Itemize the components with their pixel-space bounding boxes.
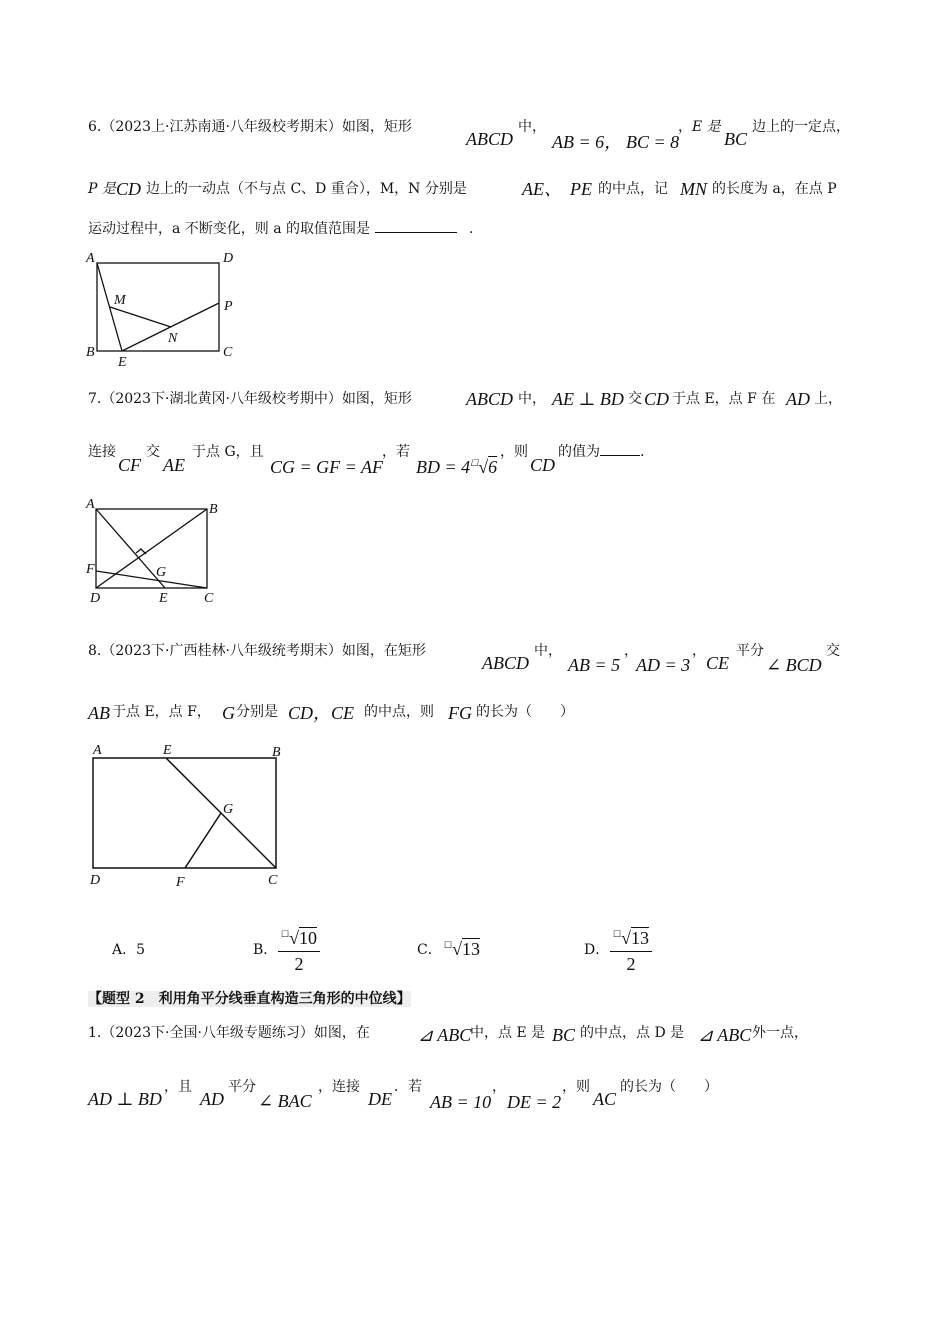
q7-connect: 连接 xyxy=(88,444,116,460)
q7-ae: AE xyxy=(163,455,185,475)
p1-bc: BC xyxy=(552,1025,576,1045)
q6-label-e: E xyxy=(118,355,127,370)
q7-number: 7. xyxy=(88,391,102,407)
q8-l2-end: 的长为（ ） xyxy=(476,704,574,720)
q6-line2-p xyxy=(88,182,116,196)
q7-cf: CF xyxy=(118,455,142,475)
q8-option-d-num: ☐√13 xyxy=(613,928,649,948)
q8-option-b-num: ☐√10 xyxy=(281,928,317,948)
q8-label-a: A xyxy=(93,743,102,758)
q8-option-d-den: 2 xyxy=(626,954,636,974)
q6-p-is: P 是 xyxy=(88,181,116,197)
q8-comma1: ， xyxy=(624,643,638,659)
q6-line3 xyxy=(88,222,473,236)
q6-answer-blank[interactable] xyxy=(375,232,457,233)
p1-t4: 外一点， xyxy=(752,1025,808,1041)
q7-bd-eq: BD = 4☐√6 xyxy=(416,457,498,477)
q8-option-c-label[interactable]: C． xyxy=(417,942,442,958)
q7-label-b: B xyxy=(209,502,218,517)
p1-source: （2023下·全国·八年级专题练习） xyxy=(101,1025,314,1041)
q6-line-mn xyxy=(110,307,171,327)
q6-label-c: C xyxy=(223,345,233,360)
q8-ce: CE xyxy=(706,653,730,673)
q6-abcd: ABCD xyxy=(466,129,513,149)
q7-sqrt6: 6 xyxy=(488,457,498,477)
q6-line1 xyxy=(88,120,412,134)
p1-pingfen: 平分 xyxy=(228,1079,256,1095)
q8-label-f: F xyxy=(176,875,185,890)
q6-line3-text: 运动过程中，a 不断变化，则 a 的取值范围是 xyxy=(88,221,371,237)
p1-angle: ∠ BAC xyxy=(258,1091,312,1111)
q8-cd-ce: CD，CE xyxy=(288,703,355,723)
q7-jiao: 交 xyxy=(628,391,642,407)
q6-bc-eq: BC = 8 xyxy=(626,132,680,152)
q6-zhong: 中， xyxy=(518,119,546,135)
q7-end-text: 的值为 xyxy=(558,444,600,460)
q8-label-b: B xyxy=(272,745,281,760)
q7-ae-bd: AE ⊥ BD xyxy=(552,389,624,409)
p1-ad-bd: AD ⊥ BD xyxy=(88,1089,162,1109)
q6-comma: ， xyxy=(678,119,692,135)
q6-label-b: B xyxy=(86,345,95,360)
q6-ab-eq: AB = 6， xyxy=(552,132,623,152)
q6-line2-end: 的长度为 a，在点 P xyxy=(712,181,837,197)
q6-label-n: N xyxy=(168,331,178,346)
p1-end: 的长为（ ） xyxy=(620,1079,718,1095)
q6-label-m: M xyxy=(114,293,126,308)
q7-abcd: ABCD xyxy=(466,389,513,409)
q8-label-e: E xyxy=(163,743,172,758)
q7-label-c: C xyxy=(204,591,214,606)
q6-pe: PE xyxy=(570,179,592,199)
q8-fg: FG xyxy=(448,703,472,723)
p1-ze: ，则 xyxy=(562,1079,590,1095)
q8-g: G xyxy=(222,703,235,723)
q7-line-fc xyxy=(96,571,207,588)
q6-ae: AE、 xyxy=(522,179,562,199)
q8-option-d-label[interactable]: D． xyxy=(584,942,610,958)
q8-ab: AB xyxy=(88,703,110,723)
q7-cd: CD xyxy=(644,389,670,409)
q8-angle: ∠ BCD xyxy=(766,655,822,675)
q7-l2-jiao: 交 xyxy=(146,444,160,460)
section-title: 【题型 2 利用角平分线垂直构造三角形的中位线】 xyxy=(88,991,411,1007)
q7-source: （2023下·湖北黄冈·八年级校考期中） xyxy=(101,391,342,407)
q7-cd2: CD xyxy=(530,455,556,475)
q8-c-num-text: 13 xyxy=(461,939,480,959)
q8-abcd: ABCD xyxy=(482,653,529,673)
q7-yu-e: 于点 E，点 F 在 xyxy=(672,391,776,407)
q8-text: 如图，在矩形 xyxy=(341,643,426,659)
q6-label-a: A xyxy=(86,251,95,266)
q8-jiao: 交 xyxy=(826,643,840,659)
p1-number: 1. xyxy=(88,1025,102,1041)
q8-ad-eq: AD = 3 xyxy=(636,655,691,675)
q8-zhong: 中， xyxy=(534,643,562,659)
p1-ruo: ．若 xyxy=(394,1079,422,1095)
p1-text: 如图，在 xyxy=(313,1025,370,1041)
q8-option-a[interactable]: A．5 xyxy=(112,942,146,958)
p1-tri1: ⊿ ABC xyxy=(418,1025,472,1045)
q7-label-a: A xyxy=(86,497,95,512)
p1-ad: AD xyxy=(200,1089,224,1109)
q7-ruo: ，若 xyxy=(382,444,410,460)
q6-e-is: E 是 xyxy=(692,119,721,135)
q6-edge-point: 边上的一定点， xyxy=(752,119,850,135)
q6-figure xyxy=(82,248,252,370)
q6-label-d: D xyxy=(223,251,234,266)
q6-mid-note: 的中点，记 xyxy=(598,181,668,197)
q6-text: 如图，矩形 xyxy=(341,119,412,135)
q8-option-b-den: 2 xyxy=(294,954,304,974)
q7-cg-eq: CG = GF = AF xyxy=(270,457,383,477)
q7-ad: AD xyxy=(786,389,810,409)
q7-label-f: F xyxy=(86,562,95,577)
q8-label-c: C xyxy=(268,873,278,888)
q6-bc: BC xyxy=(724,129,748,149)
q7-label-d: D xyxy=(90,591,101,606)
q8-label-g: G xyxy=(223,802,234,817)
q6-number: 6. xyxy=(88,119,102,135)
q8-option-b-label[interactable]: B． xyxy=(253,942,278,958)
q8-pingfen: 平分 xyxy=(736,643,764,659)
p1-ac: AC xyxy=(593,1089,617,1109)
q7-label-e: E xyxy=(159,591,168,606)
q8-l2-a: 于点 E，点 F， xyxy=(112,704,211,720)
p1-tri2: ⊿ ABC xyxy=(698,1025,752,1045)
p1-comma: ， xyxy=(492,1079,506,1095)
section-heading xyxy=(88,992,411,1006)
q7-end: 的值为 . xyxy=(558,444,645,460)
p1-line1 xyxy=(88,1026,370,1040)
q8-option-b-value[interactable] xyxy=(278,928,320,975)
p1-t2: 中，点 E 是 xyxy=(470,1025,546,1041)
q8-rect xyxy=(93,758,276,868)
q7-text: 如图，矩形 xyxy=(341,391,412,407)
q8-figure xyxy=(82,738,292,890)
q8-label-d: D xyxy=(90,873,101,888)
q6-line2-rest: 边上的一动点（不与点 C、D 重合），M，N 分别是 xyxy=(146,181,467,197)
q7-line-db xyxy=(96,509,207,588)
q7-bd-text: BD = 4 xyxy=(416,457,471,477)
q6-line3-end: . xyxy=(468,221,474,237)
q7-answer-blank[interactable] xyxy=(600,455,640,456)
q7-right-angle xyxy=(136,549,146,554)
q8-option-c-value[interactable]: ☐√13 xyxy=(444,939,480,959)
q8-b-num-text: 10 xyxy=(298,928,317,948)
p1-qie: ，且 xyxy=(164,1079,192,1095)
p1-de: DE xyxy=(368,1089,392,1109)
q8-comma2: ， xyxy=(692,643,706,659)
q7-figure xyxy=(82,495,232,607)
q7-ze: ，则 xyxy=(500,444,528,460)
q8-number: 8. xyxy=(88,643,102,659)
q6-mn: MN xyxy=(680,179,707,199)
q8-line-fg xyxy=(185,813,221,868)
q7-shang: 上， xyxy=(814,391,842,407)
p1-de-eq: DE = 2 xyxy=(507,1092,562,1112)
q6-cd: CD xyxy=(116,179,142,199)
p1-ab-eq: AB = 10 xyxy=(430,1092,492,1112)
p1-t3: 的中点，点 D 是 xyxy=(580,1025,685,1041)
q6-source: （2023上·江苏南通·八年级校考期末） xyxy=(101,119,342,135)
q6-label-p: P xyxy=(224,299,233,314)
q8-ab-eq: AB = 5 xyxy=(568,655,621,675)
q8-l2-c: 的中点，则 xyxy=(364,704,434,720)
q8-option-d-value[interactable] xyxy=(610,928,652,975)
q7-zhong: 中， xyxy=(518,391,546,407)
q7-label-g: G xyxy=(156,565,167,580)
q7-yu-g: 于点 G，且 xyxy=(192,444,264,460)
q8-d-num-text: 13 xyxy=(630,928,649,948)
q8-line1 xyxy=(88,644,426,658)
q8-l2-b: 分别是 xyxy=(236,704,278,720)
q8-source: （2023下·广西桂林·八年级统考期末） xyxy=(101,643,342,659)
p1-lianjie: ，连接 xyxy=(318,1079,360,1095)
q7-line1 xyxy=(88,392,412,406)
